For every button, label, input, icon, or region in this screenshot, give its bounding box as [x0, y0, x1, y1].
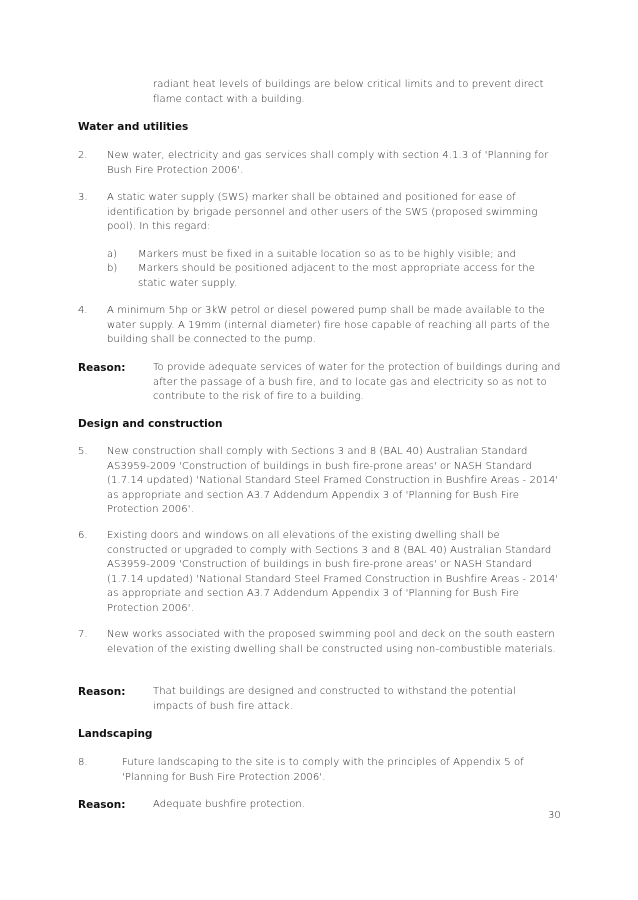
reason-text: To provide adequate services of water for the protection of buildings during and after the passage of a bush fire, and to locate gas and electricity so as not to contribute to the risk of fire to a building. — [153, 362, 561, 403]
page-number: 30 — [548, 810, 561, 821]
subitem-text: Markers should be positioned adjacent to the most appropriate access for the static water supply. — [138, 263, 535, 289]
item-number: 6. — [78, 530, 88, 541]
item-text: A minimum 5hp or 3kW petrol or diesel powered pump shall be made available to the water supply. A 19mm (internal diameter) fire hose capable of reaching all parts of the building shall be connected to the pump. — [107, 305, 550, 346]
section-heading-landscaping: Landscaping — [78, 728, 153, 740]
item-number: 2. — [78, 150, 88, 161]
item-number: 4. — [78, 305, 88, 316]
reason-text: Adequate bushfire protection. — [153, 799, 306, 810]
subitem-label: b) — [107, 263, 118, 274]
item-number: 5. — [78, 446, 88, 457]
reason-label: Reason: — [78, 799, 126, 811]
item-text: New water, electricity and gas services shall comply with section 4.1.3 of 'Planning for Bush Fire Protection 2006'. — [107, 150, 549, 176]
section-heading-water-utilities: Water and utilities — [78, 121, 189, 133]
intro-paragraph: radiant heat levels of buildings are below critical limits and to prevent direct flame contact with a building. — [153, 79, 544, 105]
reason-text: That buildings are designed and constructed to withstand the potential impacts of bush fire attack. — [153, 686, 516, 712]
item-number: 3. — [78, 192, 88, 203]
reason-label: Reason: — [78, 686, 126, 698]
item-text: New construction shall comply with Sections 3 and 8 (BAL 40) Australian Standard AS3959-2009 'Construction of buildings in bush fire-prone areas' or NASH Standard (1.7.14 updated) 'National Standard Steel Framed Construction in Bushfire Areas - 2014' as appropriate and section A3.7 Addendum Appendix 3 of 'Planning for Bush Fire Protection 2006'. — [107, 446, 559, 516]
item-text: Future landscaping to the site is to comply with the principles of Appendix 5 of 'Planning for Bush Fire Protection 2006'. — [122, 757, 524, 783]
reason-label: Reason: — [78, 362, 126, 374]
item-text: A static water supply (SWS) marker shall be obtained and positioned for ease of identification by brigade personnel and other users of the SWS (proposed swimming pool). In this regard: — [107, 192, 538, 233]
subitem-text: Markers must be fixed in a suitable location so as to be highly visible; and — [138, 249, 517, 260]
item-number: 8. — [78, 757, 88, 768]
item-text: Existing doors and windows on all elevations of the existing dwelling shall be constructed or upgraded to comply with Sections 3 and 8 (BAL 40) Australian Standard AS3959-2009 'Construction of buildings in bush fire-prone areas' or NASH Standard (1.7.14 updated) 'National Standard Steel Framed Construction in Bushfire Areas - 2014' as appropriate and section A3.7 Addendum Appendix 3 of 'Planning for Bush Fire Protection 2006'. — [107, 530, 559, 614]
section-heading-design-construction: Design and construction — [78, 418, 223, 430]
item-text: New works associated with the proposed swimming pool and deck on the south eastern elevation of the existing dwelling shall be constructed using non-combustible materials. — [107, 629, 556, 655]
item-number: 7. — [78, 629, 88, 640]
subitem-label: a) — [107, 249, 118, 260]
